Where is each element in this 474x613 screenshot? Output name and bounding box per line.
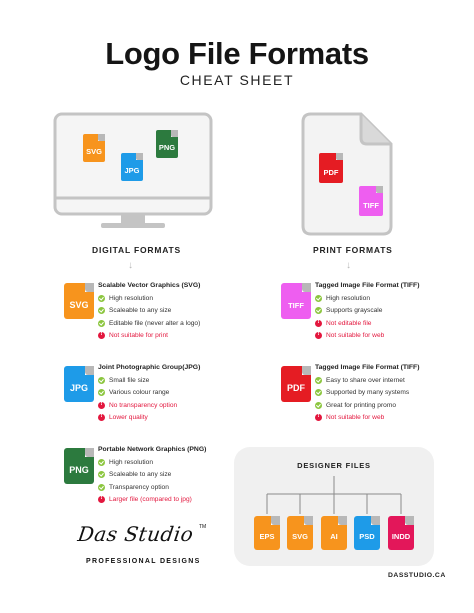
page-subtitle: CHEAT SHEET — [179, 72, 295, 88]
indd-file-icon: INDD — [388, 516, 414, 550]
warning-icon — [98, 496, 105, 503]
pro-item: Transparency option — [98, 481, 206, 494]
svg-file-icon: SVG — [287, 516, 313, 550]
svg-section — [98, 282, 200, 342]
check-icon — [315, 295, 322, 302]
check-icon — [315, 389, 322, 396]
warning-icon — [98, 332, 105, 339]
warning-icon — [98, 402, 105, 409]
check-icon — [98, 389, 105, 396]
warning-icon — [315, 332, 322, 339]
con-item: ! Not editable file — [315, 317, 419, 330]
con-item: ! Larger file (compared to jpg) — [98, 494, 206, 507]
pro-item: Small file size — [98, 374, 200, 387]
check-icon — [315, 402, 322, 409]
tree-connector — [234, 470, 434, 520]
jpg-section — [98, 364, 200, 424]
png-section — [98, 446, 206, 506]
website-link[interactable]: DASSTUDIO.CA — [388, 572, 446, 579]
warning-icon — [315, 414, 322, 421]
pro-item: Scaleable to any size — [98, 305, 200, 318]
con-item: ! No transparency option — [98, 399, 200, 412]
section-title: Portable Network Graphics (PNG) — [98, 446, 207, 453]
pro-item: High resolution — [98, 292, 200, 305]
pro-item: Great for printing promo — [315, 399, 419, 412]
png-file-icon: PNG — [64, 448, 94, 484]
svg-file-icon: SVG — [83, 134, 105, 162]
check-icon — [98, 295, 105, 302]
pdf-file-icon: PDF — [281, 366, 311, 402]
con-item: ! Not suitable for web — [315, 412, 419, 425]
print-formats-heading: PRINT FORMATS — [313, 245, 393, 255]
check-icon — [315, 307, 322, 314]
section-title: Scalable Vector Graphics (SVG) — [98, 282, 201, 289]
trademark-mark: TM — [199, 524, 207, 530]
con-item: ! Not suitable for print — [98, 330, 200, 343]
warning-icon — [315, 320, 322, 327]
down-arrow-icon: ↓ — [128, 260, 133, 271]
section-title: Tagged Image File Format (TIFF) — [315, 364, 420, 371]
tiff-file-icon: TIFF — [359, 186, 383, 216]
section-title: Joint Photographic Group(JPG) — [98, 364, 201, 371]
pro-item: Easy to share over internet — [315, 374, 419, 387]
check-icon — [315, 377, 322, 384]
check-icon — [98, 471, 105, 478]
pdf-file-icon: PDF — [319, 153, 343, 183]
ai-file-icon: AI — [321, 516, 347, 550]
eps-file-icon: EPS — [254, 516, 280, 550]
down-arrow-icon: ↓ — [346, 260, 351, 271]
psd-file-icon: PSD — [354, 516, 380, 550]
png-file-icon: PNG — [156, 130, 178, 158]
pro-item: Editable file (never alter a logo) — [98, 317, 200, 330]
check-icon — [98, 459, 105, 466]
check-icon — [98, 320, 105, 327]
brand-tagline: PROFESSIONAL DESIGNS — [86, 558, 201, 565]
jpg-file-icon: JPG — [64, 366, 94, 402]
check-icon — [98, 307, 105, 314]
pro-item: Supports grayscale — [315, 305, 419, 318]
check-icon — [98, 377, 105, 384]
pro-item: Scaleable to any size — [98, 469, 206, 482]
pro-item: High resolution — [98, 456, 206, 469]
check-icon — [98, 484, 105, 491]
page-title: Logo File Formats — [105, 36, 369, 71]
warning-icon — [98, 414, 105, 421]
brand-logo: Das Studio — [76, 522, 196, 546]
designer-files-title: DESIGNER FILES — [297, 461, 371, 470]
tiff-file-icon: TIFF — [281, 283, 311, 319]
digital-formats-heading: DIGITAL FORMATS — [92, 245, 181, 255]
pro-item: Various colour range — [98, 387, 200, 400]
jpg-file-icon: JPG — [121, 153, 143, 181]
con-item: ! Lower quality — [98, 412, 200, 425]
document-icon — [301, 112, 393, 236]
pro-item: High resolution — [315, 292, 419, 305]
pdf-section — [315, 364, 419, 424]
tiff-section — [315, 282, 419, 342]
pro-item: Supported by many systems — [315, 387, 419, 400]
con-item: ! Not suitable for web — [315, 330, 419, 343]
section-title: Tagged Image File Format (TIFF) — [315, 282, 420, 289]
svg-file-icon: SVG — [64, 283, 94, 319]
